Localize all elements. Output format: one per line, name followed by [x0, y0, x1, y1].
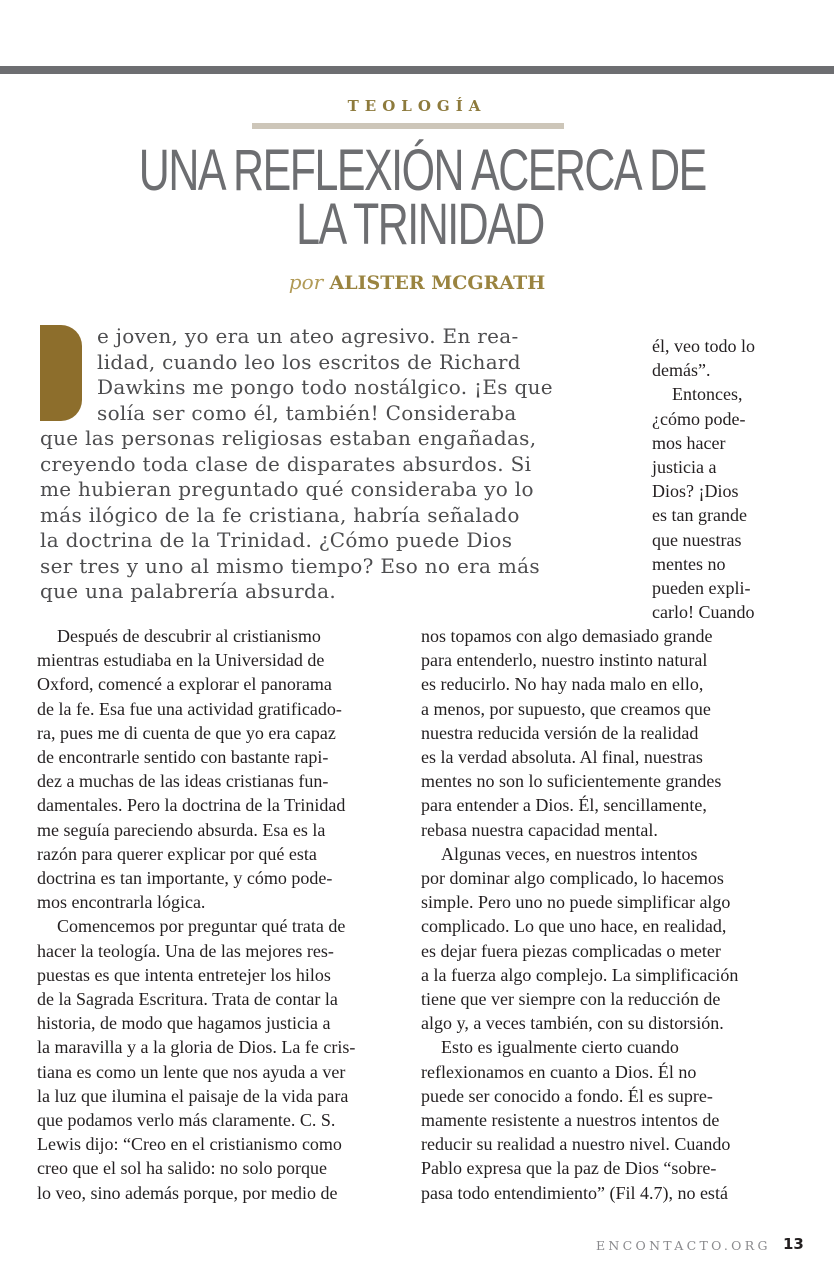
- body-line: reducir su realidad a nuestro nivel. Cuando: [421, 1134, 731, 1155]
- body-line: reflexionamos en cuanto a Dios. Él no: [421, 1061, 697, 1082]
- lead-line: e joven, yo era un ateo agresivo. En rea-: [97, 324, 519, 348]
- body-line: Esto es igualmente cierto cuando: [441, 1037, 679, 1058]
- body-line: Lewis dijo: “Creo en el cristianismo como: [37, 1134, 342, 1155]
- footer-site: ENCONTACTO.ORG: [596, 1238, 771, 1253]
- page-number: 13: [783, 1235, 804, 1253]
- body-line: que podamos verlo más claramente. C. S.: [37, 1110, 336, 1130]
- body-line: a la fuerza algo complejo. La simplificación: [421, 964, 739, 985]
- body-line: Pablo expresa que la paz de Dios “sobre-: [421, 1158, 717, 1179]
- body-line: es la verdad absoluta. Al final, nuestras: [421, 747, 703, 767]
- body-line: puede ser conocido a fondo. Él es supre-: [421, 1085, 713, 1106]
- body-line: dez a muchas de las ideas cristianas fun-: [37, 771, 329, 792]
- body-line: para entender a Dios. Él, sencillamente,: [421, 795, 707, 816]
- body-line: me seguía pareciendo absurda. Esa es la: [37, 819, 326, 840]
- body-line: a menos, por supuesto, que creamos que: [421, 698, 711, 719]
- body-line: historia, de modo que hagamos justicia a: [37, 1013, 331, 1034]
- sidebar-line: Entonces,: [672, 384, 743, 405]
- body-line: la maravilla y a la gloria de Dios. La fe cris-: [37, 1037, 356, 1058]
- body-line: de la fe. Esa fue una actividad gratificado-: [37, 698, 342, 719]
- body-line: puestas es que intenta entretejer los hilos: [37, 964, 331, 985]
- body-line: creo que el sol ha salido: no solo porque: [37, 1158, 327, 1179]
- body-line: tiene que ver siempre con la reducción de: [421, 989, 721, 1009]
- body-line: Algunas veces, en nuestros intentos: [441, 843, 698, 864]
- section-rule: [252, 123, 564, 129]
- body-line: de la Sagrada Escritura. Trata de contar la: [37, 989, 338, 1009]
- body-line: es reducirlo. No hay nada malo en ello,: [421, 674, 704, 695]
- body-line: hacer la teología. Una de las mejores res-: [37, 940, 334, 961]
- lead-line: me hubieran preguntado qué consideraba yo lo: [40, 477, 534, 501]
- body-line: para entenderlo, nuestro instinto natural: [421, 650, 708, 671]
- section-label: TEOLOGÍA: [347, 97, 487, 115]
- body-line: de encontrarle sentido con bastante rapi-: [37, 747, 329, 767]
- body-line: mientras estudiaba en la Universidad de: [37, 650, 325, 671]
- sidebar-line: pueden expli-: [652, 578, 751, 598]
- lead-line: Dawkins me pongo todo nostálgico. ¡Es que: [97, 375, 553, 399]
- body-line: la luz que ilumina el paisaje de la vida para: [37, 1085, 349, 1106]
- sidebar-line: es tan grande: [652, 505, 747, 526]
- sidebar-line: Dios? ¡Dios: [652, 481, 739, 502]
- body-line: Después de descubrir al cristianismo: [57, 626, 321, 646]
- body-line: doctrina es tan importante, y cómo pode-: [37, 868, 333, 888]
- byline: [0, 270, 834, 294]
- lead-line: creyendo toda clase de disparates absurdos. Si: [40, 451, 532, 476]
- lead-line: solía ser como él, también! Consideraba: [97, 400, 517, 425]
- article-title-line-1: UNA REFLEXIÓN ACERCA DE: [138, 138, 706, 203]
- top-rule: [0, 66, 834, 74]
- lead-line: que las personas religiosas estaban engañadas,: [40, 426, 537, 450]
- body-line: mos encontrarla lógica.: [37, 892, 206, 913]
- drop-cap: [40, 325, 82, 421]
- body-line: complicado. Lo que uno hace, en realidad,: [421, 916, 727, 937]
- byline-prefix: por: [288, 270, 324, 294]
- body-line: rebasa nuestra capacidad mental.: [421, 819, 658, 840]
- lead-line: ser tres y uno al mismo tiempo? Eso no era más: [40, 553, 540, 578]
- sidebar-line: mentes no: [652, 553, 726, 574]
- sidebar-line: demás”.: [652, 360, 711, 381]
- body-line: Comencemos por preguntar qué trata de: [57, 916, 346, 937]
- byline-author: ALISTER MCGRATH: [329, 272, 546, 294]
- body-line: mamente resistente a nuestros intentos de: [421, 1110, 720, 1130]
- article-title-line-2: LA TRINIDAD: [296, 192, 544, 257]
- lead-line: que una palabrería absurda.: [40, 579, 337, 603]
- body-line: nuestra reducida versión de la realidad: [421, 722, 699, 743]
- body-line: nos topamos con algo demasiado grande: [421, 626, 713, 646]
- body-line: damentales. Pero la doctrina de la Trinidad: [37, 795, 346, 816]
- article-title: [138, 138, 706, 257]
- sidebar-line: ¿cómo pode-: [652, 408, 746, 429]
- body-line: ra, pues me di cuenta de que yo era capaz: [37, 722, 336, 743]
- lead-line: lidad, cuando leo los escritos de Richard: [97, 349, 521, 374]
- lead-line: la doctrina de la Trinidad. ¿Cómo puede Dios: [40, 528, 513, 552]
- sidebar-line: que nuestras: [652, 529, 742, 550]
- body-line: por dominar algo complicado, lo hacemos: [421, 868, 724, 888]
- body-line: pasa todo entendimiento” (Fil 4.7), no está: [421, 1182, 728, 1203]
- body-line: algo y, a veces también, con su distorsión.: [421, 1013, 724, 1034]
- body-line: es dejar fuera piezas complicadas o meter: [421, 940, 721, 961]
- body-line: Oxford, comencé a explorar el panorama: [37, 674, 332, 695]
- body-line: tiana es como un lente que nos ayuda a ver: [37, 1061, 346, 1082]
- body-line: mentes no son lo suficientemente grandes: [421, 771, 722, 792]
- body-line: lo veo, sino además porque, por medio de: [37, 1182, 338, 1203]
- sidebar-line: mos hacer: [652, 432, 726, 453]
- sidebar-line: carlo! Cuando: [652, 602, 755, 623]
- sidebar-line: justicia a: [652, 457, 717, 477]
- sidebar-line: él, veo todo lo: [652, 336, 755, 356]
- body-line: razón para querer explicar por qué esta: [37, 843, 317, 864]
- lead-line: más ilógico de la fe cristiana, habría señalado: [40, 502, 520, 527]
- body-line: simple. Pero uno no puede simplificar algo: [421, 892, 731, 913]
